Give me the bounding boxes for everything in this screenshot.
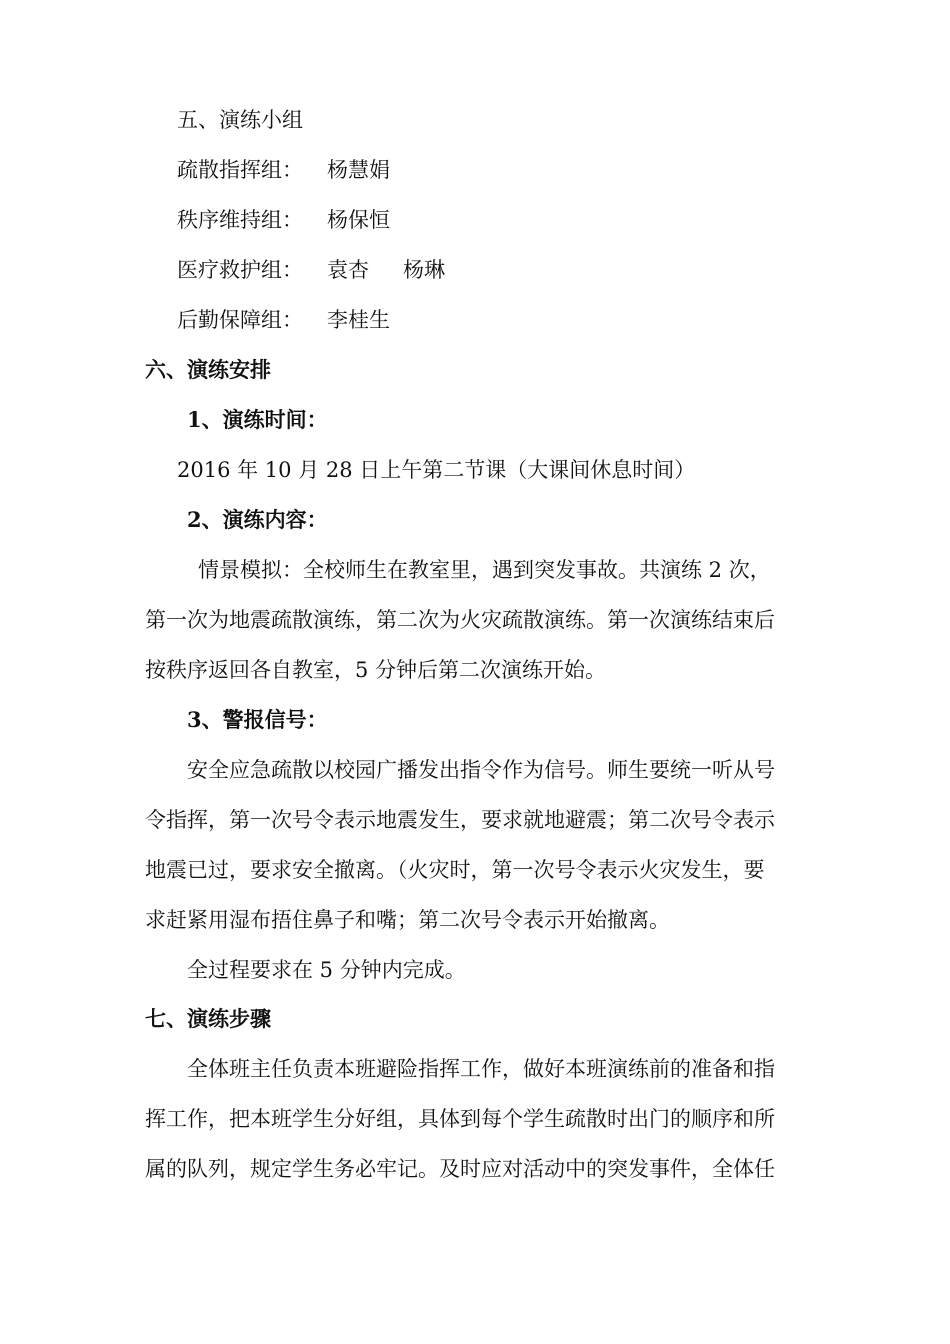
drill-steps-line: 挥工作，把本班学生分好组，具体到每个学生疏散时出门的顺序和所 [145, 1107, 775, 1131]
group-members: 杨琳 [403, 258, 445, 282]
group-label: 秩序维持组： [177, 208, 303, 232]
alarm-signal-line: 安全应急疏散以校园广播发出指令作为信号。师生要统一听从号 [187, 758, 775, 782]
alarm-signal-line: 地震已过，要求安全撤离。（火灾时，第一次号令表示火灾发生，要 [145, 858, 765, 882]
drill-steps-line: 全体班主任负责本班避险指挥工作，做好本班演练前的准备和指 [187, 1057, 775, 1081]
section-6-heading: 六、演练安排 [145, 357, 271, 382]
section-7-heading: 七、演练步骤 [145, 1006, 271, 1031]
group-row-logistics [177, 306, 390, 334]
group-members: 袁杏 [327, 258, 369, 282]
group-row-medical [177, 256, 445, 284]
alarm-signal-line: 求赶紧用湿布捂住鼻子和嘴；第二次号令表示开始撤离。 [145, 908, 670, 932]
drill-content-heading: 2、演练内容： [187, 507, 328, 532]
alarm-signal-note: 全过程要求在 5 分钟内完成。 [187, 958, 466, 982]
alarm-signal-line: 令指挥，第一次号令表示地震发生，要求就地避震；第二次号令表示 [145, 808, 775, 832]
group-label: 医疗救护组： [177, 258, 303, 282]
alarm-signal-heading: 3、警报信号： [187, 707, 328, 732]
group-members: 杨保恒 [327, 208, 390, 232]
section-5-heading: 五、演练小组 [177, 108, 303, 132]
drill-content-line: 情景模拟：全校师生在教室里，遇到突发事故。共演练 2 次， [198, 558, 771, 582]
drill-time-heading: 1、演练时间： [187, 407, 328, 432]
drill-content-line: 第一次为地震疏散演练，第二次为火灾疏散演练。第一次演练结束后 [145, 608, 775, 632]
group-row-evacuation [177, 156, 390, 184]
group-label: 后勤保障组： [177, 308, 303, 332]
group-row-order [177, 206, 390, 234]
group-members: 李桂生 [327, 308, 390, 332]
drill-steps-line: 属的队列，规定学生务必牢记。及时应对活动中的突发事件，全体任 [145, 1157, 775, 1181]
drill-content-line: 按秩序返回各自教室，5 分钟后第二次演练开始。 [145, 658, 607, 682]
drill-time-text: 2016 年 10 月 28 日上午第二节课（大课间休息时间） [177, 458, 696, 482]
group-label: 疏散指挥组： [177, 158, 303, 182]
group-members: 杨慧娟 [327, 158, 390, 182]
